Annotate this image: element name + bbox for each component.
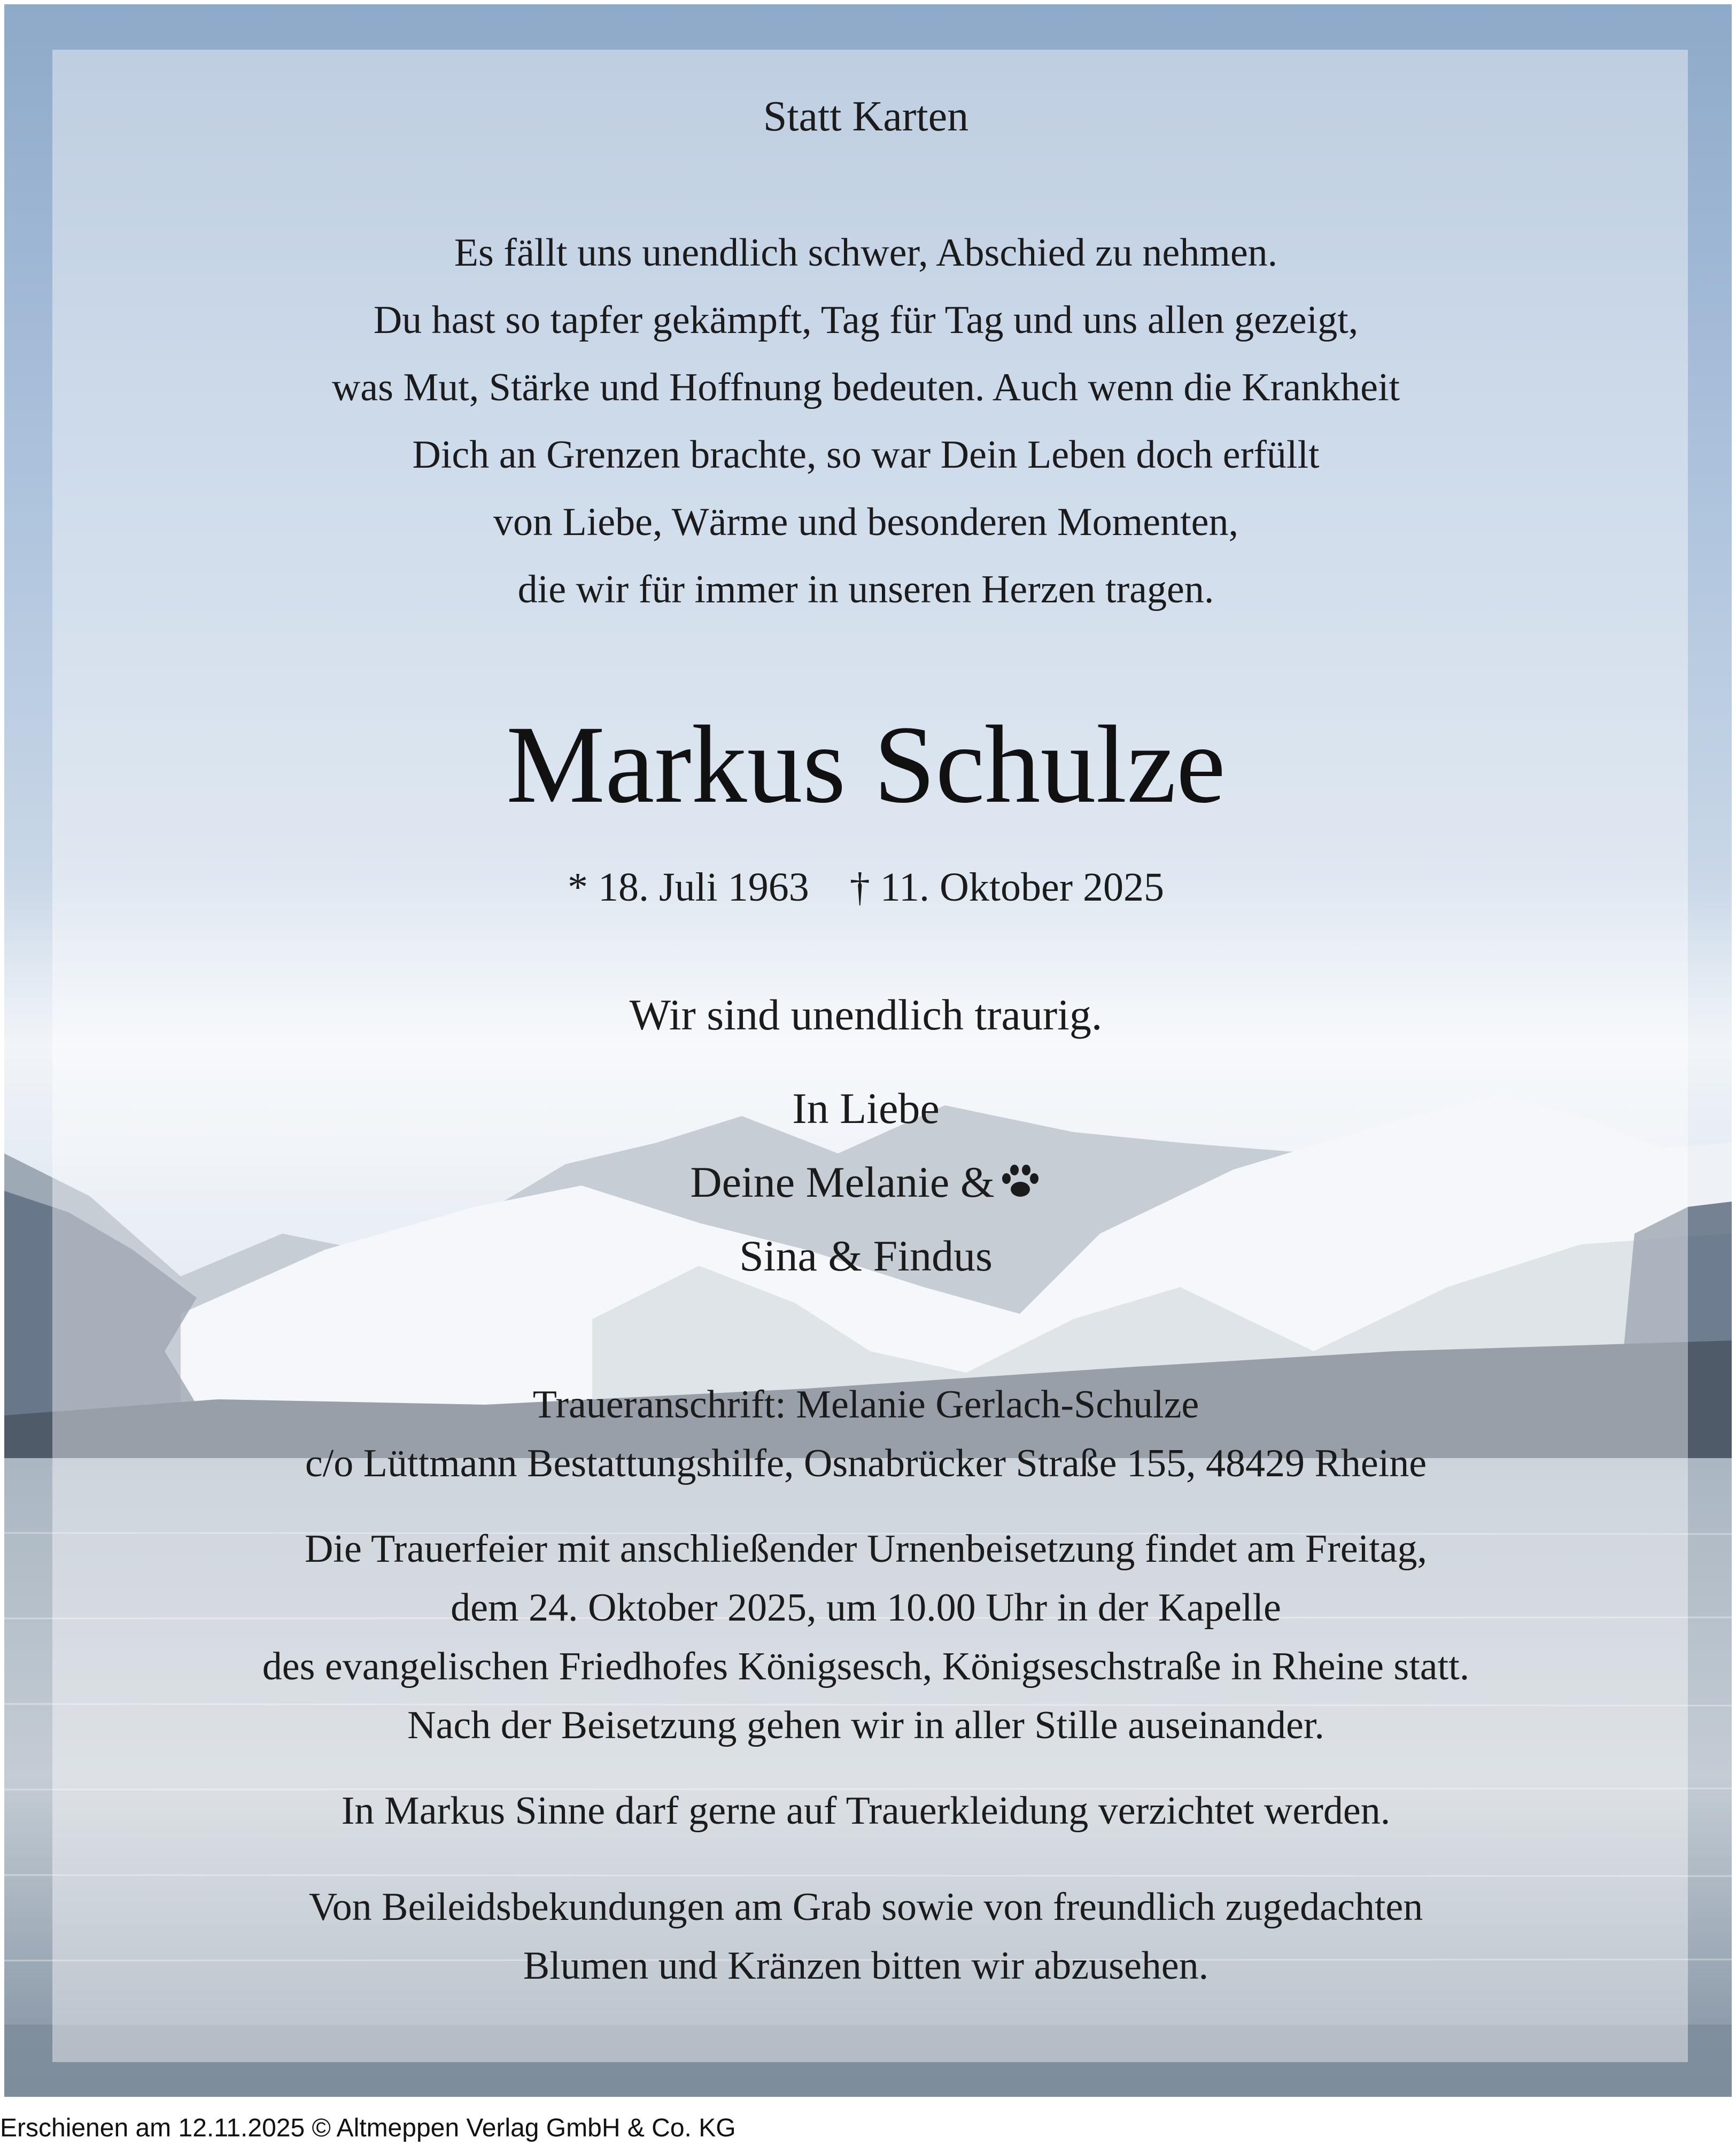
condolence-line-2: Blumen und Kränzen bitten wir abzusehen. <box>523 1944 1209 1988</box>
birth-date: * 18. Juli 1963 <box>567 865 809 910</box>
life-dates <box>48 861 1684 914</box>
ceremony-line-2: dem 24. Oktober 2025, um 10.00 Uhr in der Kapelle <box>451 1586 1281 1630</box>
deceased-name: Markus Schulze <box>506 703 1226 826</box>
grief-line: Wir sind unendlich traurig. <box>629 990 1103 1039</box>
poem-line-3: was Mut, Stärke und Hoffnung bedeuten. Auch wenn die Krankheit <box>331 366 1400 409</box>
paw-icon <box>999 1163 1042 1200</box>
address-line-2: c/o Lüttmann Bestattungshilfe, Osnabrücker Straße 155, 48429 Rheine <box>305 1442 1427 1485</box>
publication-footer: Erschienen am 12.11.2025 © Altmeppen Verlag GmbH & Co. KG <box>0 2114 736 2142</box>
poem-line-6: die wir für immer in unseren Herzen tragen. <box>517 568 1214 611</box>
signoff-family-line-1 <box>48 1145 1684 1219</box>
poem-line-1: Es fällt uns unendlich schwer, Abschied zu nehmen. <box>454 231 1278 275</box>
signoff-greeting: In Liebe <box>792 1084 940 1133</box>
death-date: † 11. Oktober 2025 <box>849 865 1165 910</box>
poem-line-2: Du hast so tapfer gekämpft, Tag für Tag und uns allen gezeigt, <box>373 298 1359 342</box>
poem-line-5: von Liebe, Wärme und besonderen Momenten, <box>493 500 1238 544</box>
family-line-1-text: Deine Melanie & <box>690 1158 995 1206</box>
header-statt-karten: Statt Karten <box>763 93 969 140</box>
ceremony-line-1: Die Trauerfeier mit anschließender Urnenbeisetzung findet am Freitag, <box>304 1527 1428 1571</box>
signoff-family-line-2: Sina & Findus <box>739 1231 993 1280</box>
ceremony-line-3: des evangelischen Friedhofes Königsesch, Königseschstraße in Rheine statt. <box>262 1645 1470 1688</box>
poem-line-4: Dich an Grenzen brachte, so war Dein Leben doch erfüllt <box>412 433 1320 477</box>
dress-note: In Markus Sinne darf gerne auf Trauerkleidung verzichtet werden. <box>341 1789 1391 1833</box>
ceremony-line-4: Nach der Beisetzung gehen wir in aller Stille auseinander. <box>407 1703 1324 1747</box>
condolence-line-1: Von Beileidsbekundungen am Grab sowie von freundlich zugedachten <box>308 1885 1423 1929</box>
address-line-1: Traueranschrift: Melanie Gerlach-Schulze <box>532 1383 1199 1427</box>
